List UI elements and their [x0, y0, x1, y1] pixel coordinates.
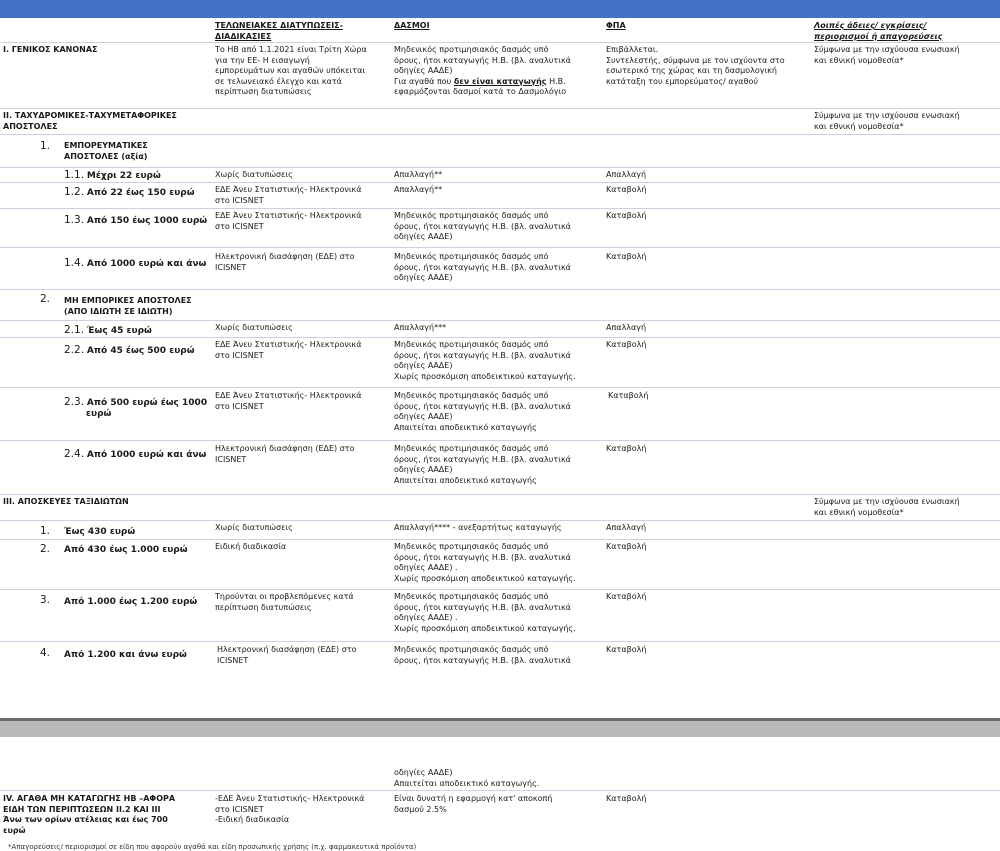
row-divider	[0, 589, 1000, 590]
section-1-title: Ι. ΓΕΝΙΚΟΣ ΚΑΝΟΝΑΣ	[3, 45, 98, 54]
row-2-2-label: 2.2. Από 45 έως 500 ευρώ	[64, 344, 195, 356]
row-2-1-label: 2.1. Έως 45 ευρώ	[64, 324, 152, 336]
section-1-duties: Μηδενικός προτιμησιακός δασμός υπό όρους, ήτοι καταγωγής Η.Β. (βλ. αναλυτικά οδηγίες ΑΑΔΕ) Για αγαθά που δεν είναι καταγωγής Η.Β. εφαρμόζονται δασμοί κατά το Δασμολόγιο	[394, 45, 571, 96]
row-1-3-duties: Μηδενικός προτιμησιακός δασμός υπό όρους, ήτοι καταγωγής Η.Β. (βλ. αναλυτικά οδηγίες ΑΑΔΕ)	[394, 211, 571, 241]
row-2-1-vat: Απαλλαγή	[606, 323, 647, 332]
header-other-permits: Λοιπές άδειες/ εγκρίσεις/ περιορισμοί ή απαγορεύσεις	[814, 21, 943, 41]
row-divider	[0, 790, 1000, 791]
row-3-1-number: 1.	[40, 525, 51, 537]
row-3-2-duties: Μηδενικός προτιμησιακός δασμός υπό όρους, ήτοι καταγωγής Η.Β. (βλ. αναλυτικά οδηγίες ΑΑΔΕ) . Χωρίς προσκόμιση αποδεικτικού καταγωγής.	[394, 542, 576, 583]
row-divider	[0, 520, 1000, 521]
row-divider	[0, 42, 1000, 43]
row-divider	[0, 440, 1000, 441]
row-3-4-duties: Μηδενικός προτιμησιακός δασμός υπό όρους, ήτοι καταγωγής Η.Β. (βλ. αναλυτικά	[394, 645, 571, 665]
row-2-3-label: 2.3. Από 500 ευρώ έως 1000 ευρώ	[64, 396, 208, 419]
row-divider	[0, 247, 1000, 248]
section-4-formalities: -ΕΔΕ Άνευ Στατιστικής- Ηλεκτρονικά στο ICISNET -Ειδική διαδικασία	[215, 794, 365, 824]
row-3-2-vat: Καταβολή	[606, 542, 647, 551]
group-2-number: 2.	[40, 293, 51, 305]
row-3-2-formalities: Ειδική διαδικασία	[215, 542, 287, 551]
row-3-2-label: Από 430 έως 1.000 ευρώ	[64, 545, 188, 555]
section-2-title: ΙΙ. ΤΑΧΥΔΡΟΜΙΚΕΣ-ΤΑΧΥΜΕΤΑΦΟΡΙΚΕΣ ΑΠΟΣΤΟΛΕΣ	[3, 111, 177, 131]
row-3-3-number: 3.	[40, 594, 51, 606]
row-divider	[0, 539, 1000, 540]
group-1-title: ΕΜΠΟΡΕΥΜΑΤΙΚΕΣ ΑΠΟΣΤΟΛΕΣ (αξία)	[64, 141, 148, 161]
row-3-2-number: 2.	[40, 543, 51, 555]
row-1-4-vat: Καταβολή	[606, 252, 647, 261]
header-customs-formalities: ΤΕΛΩΝΕΙΑΚΕΣ ΔΙΑΤΥΠΩΣΕΙΣ- ΔΙΑΔΙΚΑΣΙΕΣ	[215, 21, 343, 41]
header-vat: ΦΠΑ	[606, 21, 626, 30]
section-1-formalities: Το ΗΒ από 1.1.2021 είναι Τρίτη Χώρα για την ΕΕ- Η εισαγωγή εμπορευμάτων και αγαθών υπόκειται σε τελωνειακό έλεγχο και κατά περίπτωση διατυπώσεις	[215, 45, 367, 96]
row-divider	[0, 182, 1000, 183]
row-divider	[0, 641, 1000, 642]
row-2-1-duties: Απαλλαγή***	[394, 323, 447, 332]
row-2-4-label: 2.4. Από 1000 ευρώ και άνω	[64, 448, 207, 460]
row-1-3-label: 1.3. Από 150 έως 1000 ευρώ	[64, 214, 208, 226]
row-divider	[0, 494, 1000, 495]
row-1-2-vat: Καταβολή	[606, 185, 647, 194]
section-4-vat: Καταβολή	[606, 794, 647, 803]
row-1-3-formalities: ΕΔΕ Άνευ Στατιστικής- Ηλεκτρονικά στο ICISNET	[215, 211, 362, 231]
row-1-1-label: 1.1. Μέχρι 22 ευρώ	[64, 169, 161, 181]
row-1-1-vat: Απαλλαγή	[606, 170, 647, 179]
row-1-1-duties: Απαλλαγή**	[394, 170, 443, 179]
row-divider	[0, 320, 1000, 321]
group-2-title: ΜΗ ΕΜΠΟΡΙΚΕΣ ΑΠΟΣΤΟΛΕΣ (ΑΠΟ ΙΔΙΩΤΗ ΣΕ ΙΔΙΩΤΗ)	[64, 296, 192, 316]
section-4-title: ΙV. ΑΓΑΘΑ ΜΗ ΚΑΤΑΓΩΓΗΣ ΗΒ –ΑΦΟΡΑ ΕΙΔΗ ΤΩΝ ΠΕΡΙΠΤΩΣΕΩΝ ΙΙ.2 ΚΑΙ ΙΙΙ Άνω των ορίων ατέλειας και έως 700 ευρώ	[3, 794, 176, 835]
row-2-4-duties: Μηδενικός προτιμησιακός δασμός υπό όρους, ήτοι καταγωγής Η.Β. (βλ. αναλυτικά οδηγίες ΑΑΔΕ) Απαιτείται αποδεικτικό καταγωγής	[394, 444, 571, 485]
row-1-2-label: 1.2. Από 22 έως 150 ευρώ	[64, 186, 195, 198]
row-2-4-vat: Καταβολή	[606, 444, 647, 453]
row-3-1-vat: Απαλλαγή	[606, 523, 647, 532]
header-duties: ΔΑΣΜΟΙ	[394, 21, 430, 30]
row-2-3-formalities: ΕΔΕ Άνευ Στατιστικής- Ηλεκτρονικά στο ICISNET	[215, 391, 362, 411]
section-2-other: Σύμφωνα με την ισχύουσα ενωσιακή και εθνική νομοθεσία*	[814, 111, 960, 131]
row-3-4-formalities: Ηλεκτρονική διασάφηση (ΕΔΕ) στο ICISNET	[217, 645, 357, 665]
row-1-2-duties: Απαλλαγή**	[394, 185, 443, 194]
row-3-4-number: 4.	[40, 647, 51, 659]
row-3-4-label: Από 1.200 και άνω ευρώ	[64, 650, 187, 660]
section-1-other: Σύμφωνα με την ισχύουσα ενωσιακή και εθνική νομοθεσία*	[814, 45, 960, 65]
row-3-1-label: Έως 430 ευρώ	[64, 527, 136, 537]
row-1-1-formalities: Χωρίς διατυπώσεις	[215, 170, 293, 179]
section-4-duties: Είναι δυνατή η εφαρμογή κατ' αποκοπή δασμού 2.5%	[394, 794, 553, 814]
row-1-4-formalities: Ηλεκτρονική διασάφηση (ΕΔΕ) στο ICISNET	[215, 252, 355, 272]
row-3-3-formalities: Τηρούνται οι προβλεπόμενες κατά περίπτωση διατυπώσεις	[215, 592, 354, 612]
row-1-4-label: 1.4. Από 1000 ευρώ και άνω	[64, 257, 207, 269]
row-3-3-label: Από 1.000 έως 1.200 ευρώ	[64, 597, 198, 607]
row-2-3-vat: Καταβολή	[608, 391, 649, 400]
row-3-4-vat: Καταβολή	[606, 645, 647, 654]
row-2-1-formalities: Χωρίς διατυπώσεις	[215, 323, 293, 332]
row-divider	[0, 289, 1000, 290]
row-divider	[0, 134, 1000, 135]
row-2-2-formalities: ΕΔΕ Άνευ Στατιστικής- Ηλεκτρονικά στο ICISNET	[215, 340, 362, 360]
section-1-vat: Επιβάλλεται. Συντελεστής, σύμφωνα με τον ισχύοντα στο εσωτερικό της χώρας και τη δασμολογική κατάταξη του εμπορεύματος/ αγαθού	[606, 45, 785, 86]
row-2-2-vat: Καταβολή	[606, 340, 647, 349]
row-1-3-vat: Καταβολή	[606, 211, 647, 220]
row-1-2-formalities: ΕΔΕ Άνευ Στατιστικής- Ηλεκτρονικά στο ICISNET	[215, 185, 362, 205]
row-3-1-formalities: Χωρίς διατυπώσεις	[215, 523, 293, 532]
row-divider	[0, 167, 1000, 168]
section-3-title: ΙΙΙ. ΑΠΟΣΚΕΥΕΣ ΤΑΞΙΔΙΩΤΩΝ	[3, 497, 129, 506]
row-divider	[0, 108, 1000, 109]
row-3-3-vat: Καταβολή	[606, 592, 647, 601]
page-break-band	[0, 721, 1000, 737]
group-1-number: 1.	[40, 140, 51, 152]
row-2-2-duties: Μηδενικός προτιμησιακός δασμός υπό όρους, ήτοι καταγωγής Η.Β. (βλ. αναλυτικά οδηγίες ΑΑΔΕ) Χωρίς προσκόμιση αποδεικτικού καταγωγής.	[394, 340, 576, 381]
section-3-other: Σύμφωνα με την ισχύουσα ενωσιακή και εθνική νομοθεσία*	[814, 497, 960, 517]
row-divider	[0, 387, 1000, 388]
header-band	[0, 0, 1000, 18]
row-1-4-duties: Μηδενικός προτιμησιακός δασμός υπό όρους, ήτοι καταγωγής Η.Β. (βλ. αναλυτικά οδηγίες ΑΑΔΕ)	[394, 252, 571, 282]
row-3-1-duties: Απαλλαγή**** - ανεξαρτήτως καταγωγής	[394, 523, 562, 532]
row-divider	[0, 208, 1000, 209]
footnote: *Απαγορεύσεις/ περιορισμοί σε είδη που αφορούν αγαθά και είδη προσωπικής χρήσης (π.χ. φαρμακευτικά προϊόντα)	[8, 843, 417, 851]
row-3-3-duties: Μηδενικός προτιμησιακός δασμός υπό όρους, ήτοι καταγωγής Η.Β. (βλ. αναλυτικά οδηγίες ΑΑΔΕ) . Χωρίς προσκόμιση αποδεικτικού καταγωγής.	[394, 592, 576, 633]
row-2-4-formalities: Ηλεκτρονική διασάφηση (ΕΔΕ) στο ICISNET	[215, 444, 355, 464]
continued-duties: οδηγίες ΑΑΔΕ) Απαιτείται αποδεικτικό καταγωγής.	[394, 768, 540, 788]
row-2-3-duties: Μηδενικός προτιμησιακός δασμός υπό όρους, ήτοι καταγωγής Η.Β. (βλ. αναλυτικά οδηγίες ΑΑΔΕ) Απαιτείται αποδεικτικό καταγωγής	[394, 391, 571, 432]
row-divider	[0, 337, 1000, 338]
